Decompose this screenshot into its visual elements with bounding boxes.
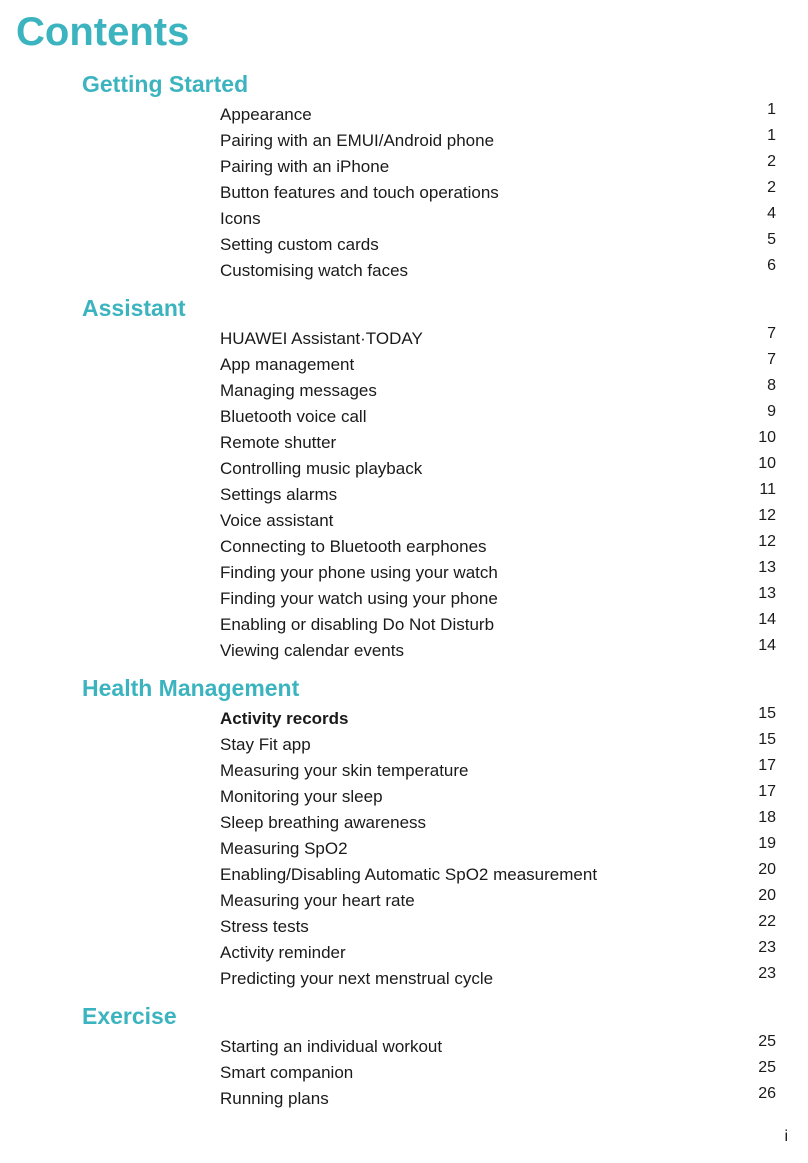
- toc-entry-title[interactable]: Activity records: [220, 709, 349, 728]
- toc-entry-title[interactable]: Connecting to Bluetooth earphones: [220, 537, 487, 556]
- toc-entry-title[interactable]: Pairing with an iPhone: [220, 157, 390, 176]
- section-heading[interactable]: Getting Started: [82, 71, 249, 97]
- toc-entry[interactable]: [0, 430, 808, 456]
- toc-entry-page[interactable]: 13: [758, 585, 776, 602]
- toc-entry-page[interactable]: 18: [758, 809, 776, 826]
- toc-entry-page[interactable]: 8: [767, 377, 776, 394]
- toc-entry-page[interactable]: 11: [759, 481, 776, 498]
- toc-entry-page[interactable]: 1: [767, 127, 776, 144]
- toc-entry-page[interactable]: 14: [758, 637, 776, 654]
- toc-entry-page[interactable]: 23: [758, 939, 776, 956]
- toc-entry[interactable]: [0, 404, 808, 430]
- toc-entry-title[interactable]: Managing messages: [220, 381, 377, 400]
- toc-entry-title[interactable]: Customising watch faces: [220, 261, 409, 280]
- toc-entry-title[interactable]: App management: [220, 355, 355, 374]
- toc-entry-page[interactable]: 25: [758, 1033, 776, 1050]
- page-title: Contents: [16, 10, 190, 54]
- toc-entry-page[interactable]: 20: [758, 887, 776, 904]
- toc-entry-page[interactable]: 2: [767, 179, 776, 196]
- toc-entry-page[interactable]: 25: [758, 1059, 776, 1076]
- toc-entry-title[interactable]: Predicting your next menstrual cycle: [220, 969, 494, 988]
- table-of-contents: [0, 66, 808, 1118]
- section-heading[interactable]: Assistant: [82, 295, 186, 321]
- toc-entry-title[interactable]: Measuring your skin temperature: [220, 761, 469, 780]
- toc-entry[interactable]: [0, 1086, 808, 1112]
- toc-entry[interactable]: [0, 482, 808, 508]
- toc-entry-title[interactable]: Starting an individual workout: [220, 1037, 443, 1056]
- toc-entry-page[interactable]: 7: [767, 351, 776, 368]
- toc-section: [0, 670, 808, 998]
- toc-entry[interactable]: [0, 128, 808, 154]
- toc-entry-page[interactable]: 19: [758, 835, 776, 852]
- toc-entry-page[interactable]: 22: [758, 913, 776, 930]
- toc-entry-page[interactable]: 4: [767, 205, 776, 222]
- toc-entry[interactable]: [0, 326, 808, 352]
- toc-entry-title[interactable]: Pairing with an EMUI/Android phone: [220, 131, 495, 150]
- toc-entry-title[interactable]: Enabling/Disabling Automatic SpO2 measurement: [220, 865, 598, 884]
- toc-entry[interactable]: [0, 534, 808, 560]
- toc-entry-title[interactable]: Stay Fit app: [220, 735, 311, 754]
- toc-entry[interactable]: [0, 508, 808, 534]
- page-number: i: [784, 1128, 788, 1145]
- toc-section: [0, 290, 808, 670]
- toc-entry-title[interactable]: Button features and touch operations: [220, 183, 499, 202]
- toc-entry-title[interactable]: Measuring SpO2: [220, 839, 348, 858]
- toc-entry-page[interactable]: 1: [767, 101, 776, 118]
- toc-entry-title[interactable]: HUAWEI Assistant·TODAY: [220, 329, 423, 348]
- toc-entry-title[interactable]: Enabling or disabling Do Not Disturb: [220, 615, 495, 634]
- toc-section: [0, 66, 808, 290]
- toc-entry[interactable]: [0, 180, 808, 206]
- toc-entry[interactable]: [0, 706, 808, 732]
- toc-entry-page[interactable]: 2: [767, 153, 776, 170]
- toc-entry-page[interactable]: 20: [758, 861, 776, 878]
- toc-entry[interactable]: [0, 758, 808, 784]
- section-heading[interactable]: Exercise: [82, 1003, 177, 1029]
- toc-entry-list: [0, 706, 808, 992]
- toc-entry-title[interactable]: Icons: [220, 209, 261, 228]
- toc-entry[interactable]: [0, 456, 808, 482]
- toc-entry-page[interactable]: 6: [767, 257, 776, 274]
- toc-entry-page[interactable]: 17: [758, 783, 776, 800]
- toc-entry-title[interactable]: Remote shutter: [220, 433, 337, 452]
- toc-entry[interactable]: [0, 1060, 808, 1086]
- toc-entry-title[interactable]: Settings alarms: [220, 485, 338, 504]
- toc-entry-page[interactable]: 15: [758, 731, 776, 748]
- toc-entry[interactable]: [0, 1034, 808, 1060]
- toc-entry-title[interactable]: Measuring your heart rate: [220, 891, 415, 910]
- toc-entry[interactable]: [0, 232, 808, 258]
- toc-entry-page[interactable]: 9: [767, 403, 776, 420]
- toc-entry-page[interactable]: 12: [758, 507, 776, 524]
- toc-entry-page[interactable]: 23: [758, 965, 776, 982]
- toc-entry[interactable]: [0, 862, 808, 888]
- toc-entry-page[interactable]: 10: [758, 429, 776, 446]
- toc-entry-title[interactable]: Setting custom cards: [220, 235, 379, 254]
- toc-entry[interactable]: [0, 940, 808, 966]
- toc-entry[interactable]: [0, 810, 808, 836]
- toc-entry-page[interactable]: 14: [758, 611, 776, 628]
- toc-entry-title[interactable]: Sleep breathing awareness: [220, 813, 427, 832]
- toc-entry[interactable]: [0, 888, 808, 914]
- toc-entry[interactable]: [0, 258, 808, 284]
- toc-entry-title[interactable]: Finding your phone using your watch: [220, 563, 498, 582]
- toc-entry-title[interactable]: Smart companion: [220, 1063, 354, 1082]
- toc-entry-title[interactable]: Viewing calendar events: [220, 641, 404, 660]
- toc-entry-page[interactable]: 13: [758, 559, 776, 576]
- toc-entry-title[interactable]: Bluetooth voice call: [220, 407, 367, 426]
- toc-entry[interactable]: [0, 352, 808, 378]
- toc-entry[interactable]: [0, 836, 808, 862]
- toc-entry-title[interactable]: Monitoring your sleep: [220, 787, 383, 806]
- toc-section: [0, 998, 808, 1118]
- toc-entry-page[interactable]: 5: [767, 231, 776, 248]
- toc-entry-page[interactable]: 7: [767, 325, 776, 342]
- toc-entry-title[interactable]: Running plans: [220, 1089, 329, 1108]
- toc-entry-page[interactable]: 10: [758, 455, 776, 472]
- toc-entry-page[interactable]: 17: [758, 757, 776, 774]
- section-spacer: [0, 1112, 808, 1118]
- toc-entry-list: [0, 326, 808, 664]
- toc-entry-page[interactable]: 26: [758, 1085, 776, 1102]
- toc-entry[interactable]: [0, 612, 808, 638]
- toc-entry-page[interactable]: 15: [758, 705, 776, 722]
- toc-entry[interactable]: [0, 102, 808, 128]
- toc-entry-title[interactable]: Activity reminder: [220, 943, 346, 962]
- toc-entry[interactable]: [0, 638, 808, 664]
- toc-entry-title[interactable]: Controlling music playback: [220, 459, 423, 478]
- toc-entry-title[interactable]: Appearance: [220, 105, 312, 124]
- toc-entry-page[interactable]: 12: [758, 533, 776, 550]
- toc-entry-list: [0, 102, 808, 284]
- toc-entry-title[interactable]: Finding your watch using your phone: [220, 589, 498, 608]
- toc-entry[interactable]: [0, 378, 808, 404]
- toc-entry[interactable]: [0, 914, 808, 940]
- section-heading[interactable]: Health Management: [82, 675, 300, 701]
- toc-entry-title[interactable]: Voice assistant: [220, 511, 334, 530]
- toc-entry[interactable]: [0, 586, 808, 612]
- toc-entry-list: [0, 1034, 808, 1112]
- toc-entry[interactable]: [0, 732, 808, 758]
- toc-entry[interactable]: [0, 206, 808, 232]
- toc-entry[interactable]: [0, 154, 808, 180]
- toc-entry[interactable]: [0, 560, 808, 586]
- toc-entry[interactable]: [0, 784, 808, 810]
- toc-entry-title[interactable]: Stress tests: [220, 917, 309, 936]
- toc-entry[interactable]: [0, 966, 808, 992]
